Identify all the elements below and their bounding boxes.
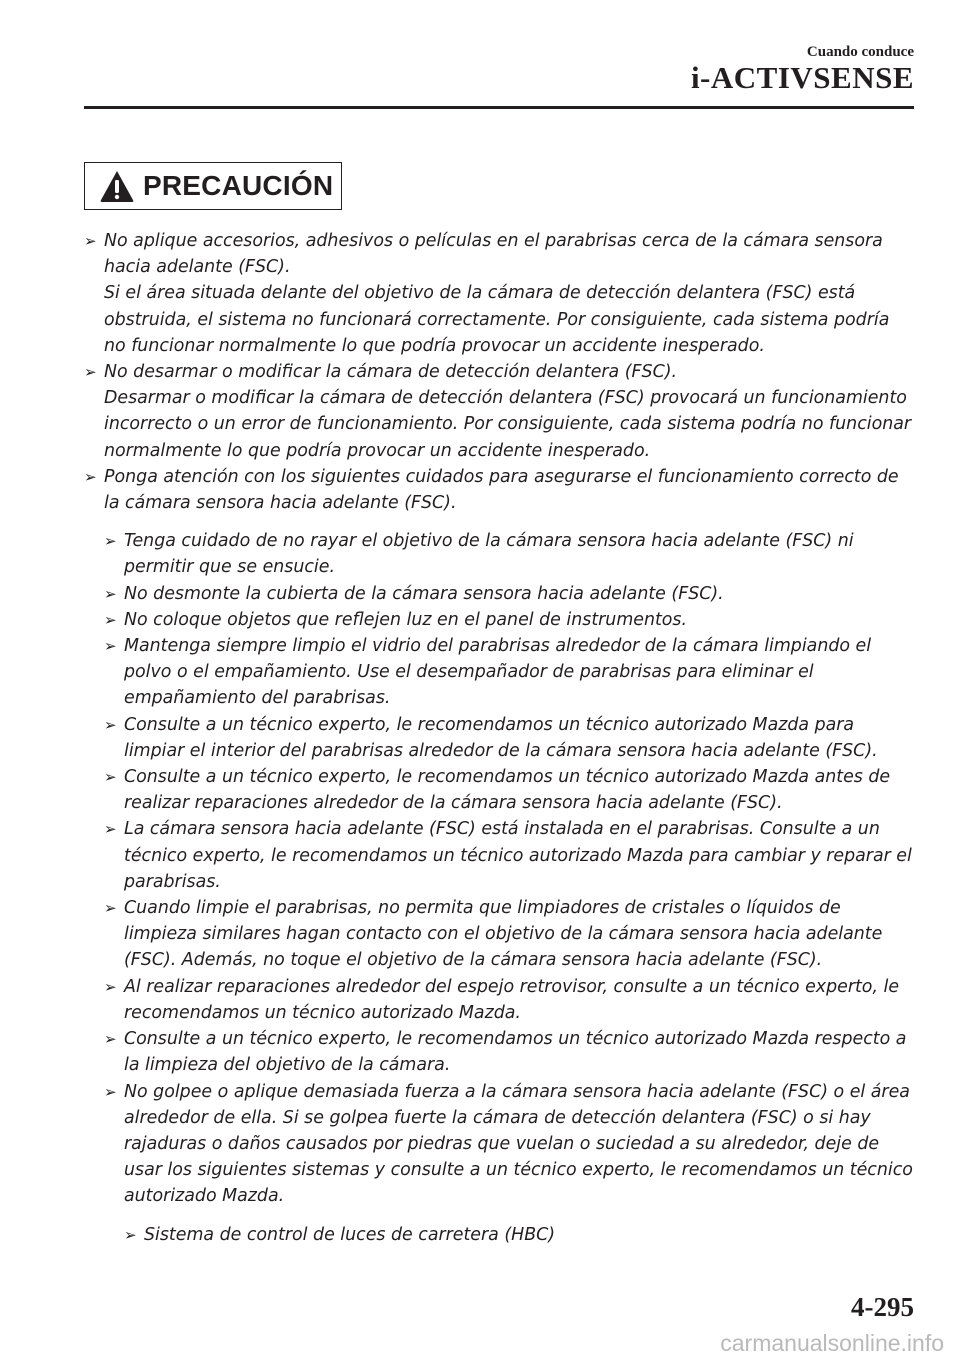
item-text: No coloque objetos que reflejen luz en el panel de instrumentos. — [124, 609, 688, 630]
arrow-bullet-icon: ➢ — [104, 532, 117, 551]
item-text: Cuando limpie el parabrisas, no permita que limpiadores de cristales o líquidos de limpieza similares hagan contacto con el objetivo de la cámara sensora hacia adelante (FSC). Además, no toque el objetivo de la cámara sensora hacia adelante (FSC). — [124, 898, 883, 971]
page-number: 4-295 — [851, 1292, 914, 1322]
caution-list — [84, 228, 914, 1248]
list-item — [84, 464, 914, 516]
arrow-bullet-icon: ➢ — [104, 637, 117, 656]
item-text: La cámara sensora hacia adelante (FSC) está instalada en el parabrisas. Consulte a un técnico experto, le recomendamos un técnico autorizado Mazda para cambiar y reparar el parabrisas. — [124, 819, 912, 892]
arrow-bullet-icon: ➢ — [84, 363, 97, 382]
list-item — [104, 712, 914, 764]
header-divider — [84, 106, 914, 109]
item-text: No desarmar o modificar la cámara de detección delantera (FSC). — [104, 362, 678, 383]
arrow-bullet-icon: ➢ — [84, 232, 97, 250]
item-text: Consulte a un técnico experto, le recomendamos un técnico autorizado Mazda respecto a la limpieza del objetivo de la cámara. — [124, 1029, 907, 1076]
item-text: Tenga cuidado de no rayar el objetivo de la cámara sensora hacia adelante (FSC) ni permitir que se ensucie. — [124, 531, 854, 578]
item-text: No desmonte la cubierta de la cámara sensora hacia adelante (FSC). — [124, 583, 724, 604]
list-item — [84, 359, 914, 464]
arrow-bullet-icon: ➢ — [104, 1030, 117, 1049]
list-item — [104, 607, 914, 633]
item-detail: Si el área situada delante del objetivo de la cámara de detección delantera (FSC) está obstruida, el sistema no funcionará correctamente. Por consiguiente, cada sistema podría no funcionar normalmente lo que podría provocar un accidente inesperado. — [104, 283, 890, 356]
list-item — [104, 581, 914, 607]
arrow-bullet-icon: ➢ — [104, 610, 117, 629]
list-item — [84, 228, 914, 359]
arrow-bullet-icon: ➢ — [104, 899, 117, 918]
watermark: carmanualsonline.info — [720, 1330, 944, 1356]
arrow-bullet-icon: ➢ — [104, 584, 117, 603]
arrow-bullet-icon: ➢ — [124, 1225, 137, 1244]
list-item — [104, 764, 914, 816]
arrow-bullet-icon: ➢ — [104, 977, 117, 996]
item-detail: Desarmar o modificar la cámara de detección delantera (FSC) provocará un funcionamiento incorrecto o un error de funcionamiento. Por consiguiente, cada sistema podría no funcionar normalmente lo que podría provocar un accidente inesperado. — [104, 388, 912, 461]
list-item — [104, 895, 914, 974]
chapter-title: i-ACTIVSENSE — [690, 60, 914, 95]
item-text: Mantenga siempre limpio el vidrio del parabrisas alrededor de la cámara limpiando el polvo o el empañamiento. Use el desempañador de parabrisas para eliminar el empañamiento del parabrisas. — [124, 636, 872, 709]
arrow-bullet-icon: ➢ — [104, 820, 117, 839]
item-text: Consulte a un técnico experto, le recomendamos un técnico autorizado Mazda para limpiar el interior del parabrisas alrededor de la cámara sensora hacia adelante (FSC). — [124, 714, 878, 761]
list-item — [104, 1079, 914, 1210]
list-item — [104, 528, 914, 580]
list-item — [104, 633, 914, 712]
list-item — [104, 1026, 914, 1078]
arrow-bullet-icon: ➢ — [104, 768, 117, 787]
arrow-bullet-icon: ➢ — [84, 467, 97, 486]
item-text: Ponga atención con los siguientes cuidados para asegurarse el funcionamiento correcto de la cámara sensora hacia adelante (FSC). — [104, 466, 899, 514]
list-item — [124, 1222, 914, 1248]
list-item — [104, 974, 914, 1026]
item-text: Sistema de control de luces de carretera (HBC) — [144, 1224, 556, 1245]
arrow-bullet-icon: ➢ — [104, 715, 117, 734]
caution-label: PRECAUCIÓN — [143, 170, 334, 201]
item-text: Al realizar reparaciones alrededor del espejo retrovisor, consulte a un técnico experto, le recomendamos un técnico autorizado Mazda. — [124, 976, 900, 1023]
caution-banner — [84, 162, 342, 210]
item-text: No golpee o aplique demasiada fuerza a la cámara sensora hacia adelante (FSC) o el área alrededor de ella. Si se golpea fuerte la cámara de detección delantera (FSC) o si hay rajaduras o daños causados por piedras que vuelan o suciedad a su alrededor, deje de usar los siguientes sistemas y consulte a un técnico experto, le recomendamos un técnico autorizado Mazda. — [124, 1081, 913, 1207]
arrow-bullet-icon: ➢ — [104, 1082, 117, 1101]
item-text: Consulte a un técnico experto, le recomendamos un técnico autorizado Mazda antes de realizar reparaciones alrededor de la cámara sensora hacia adelante (FSC). — [124, 767, 891, 814]
list-item — [104, 816, 914, 895]
warning-triangle-icon — [99, 169, 135, 203]
item-text: No aplique accesorios, adhesivos o películas en el parabrisas cerca de la cámara sensora hacia adelante (FSC). — [104, 231, 883, 278]
section-title: Cuando conduce — [806, 44, 914, 60]
